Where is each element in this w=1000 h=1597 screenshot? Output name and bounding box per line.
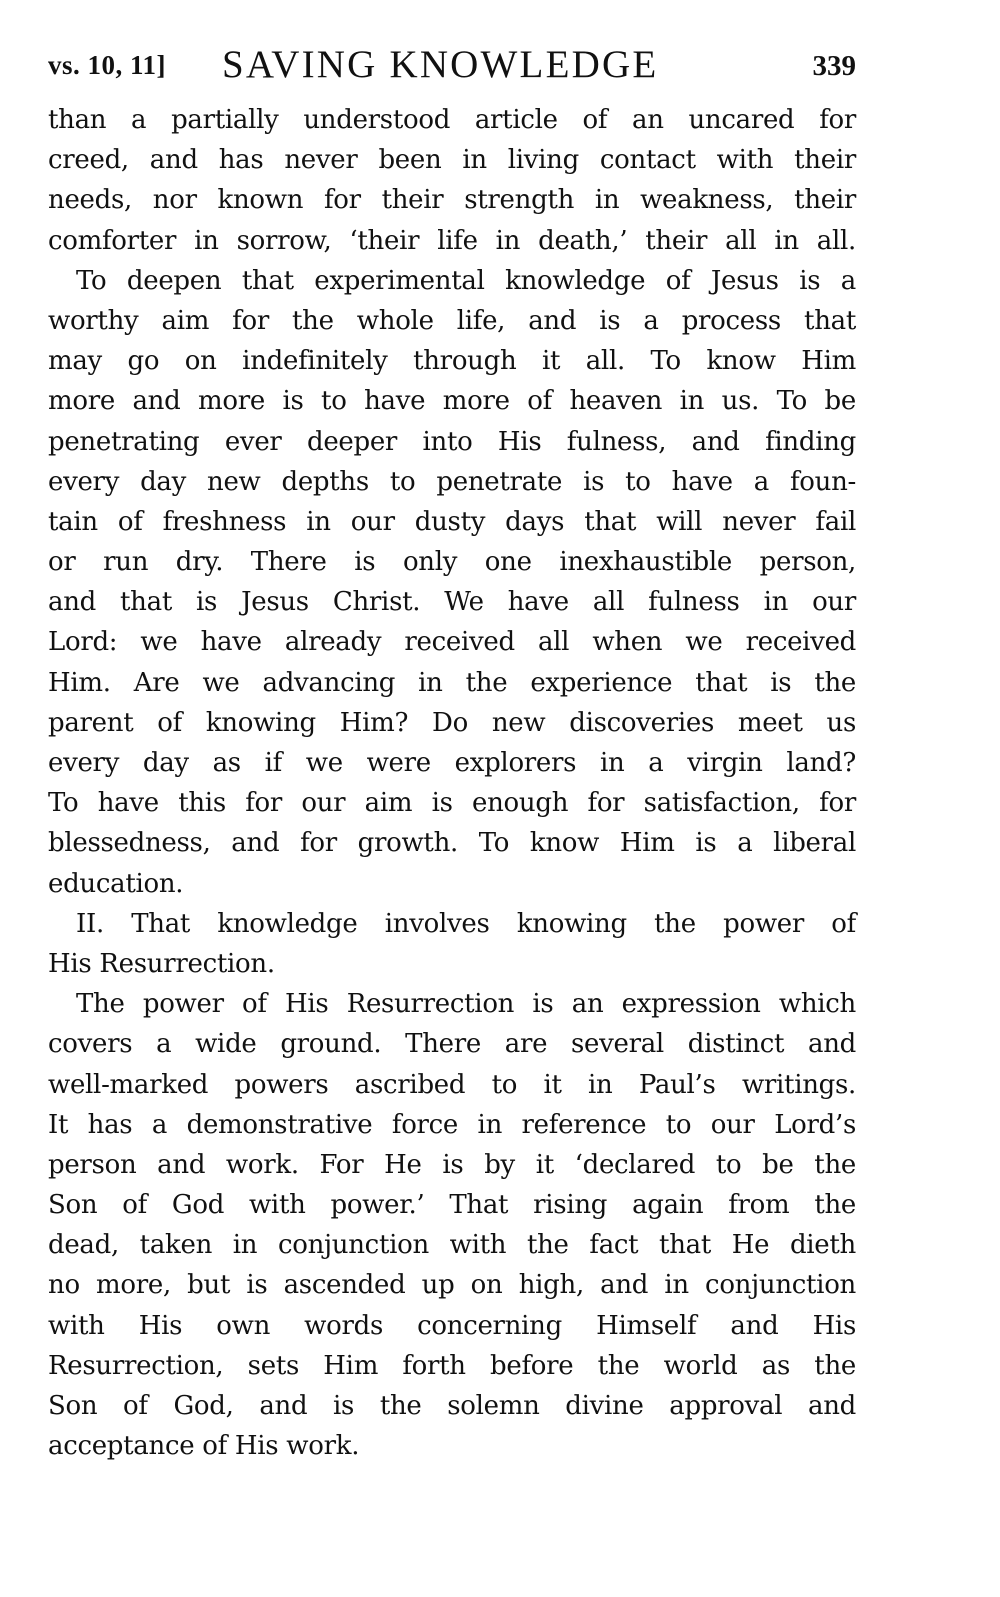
text-line: acceptance of His work. xyxy=(48,1431,360,1462)
section-heading-ii xyxy=(48,904,856,984)
text-line: creed, and has never been in living contact with their xyxy=(48,145,856,176)
text-line: worthy aim for the whole life, and is a process that xyxy=(48,305,856,336)
running-header xyxy=(48,42,856,100)
text-line: with His own words concerning Himself and His xyxy=(48,1310,856,1341)
page-number: 339 xyxy=(812,50,856,82)
paragraph-continuation xyxy=(48,100,856,261)
text-line: education. xyxy=(48,868,184,899)
text-line: every day as if we were explorers in a virgin land? xyxy=(48,748,856,778)
text-line: penetrating ever deeper into His fulness, and finding xyxy=(48,426,856,457)
text-line: more and more is to have more of heaven in us. To be xyxy=(48,386,856,417)
text-line: Son of God, and is the solemn divine approval and xyxy=(48,1391,856,1421)
verse-reference: vs. 10, 11] xyxy=(48,50,167,80)
text-line: To deepen that experimental knowledge of Jesus is a xyxy=(76,265,856,296)
text-line: parent of knowing Him? Do new discoveries meet us xyxy=(48,707,856,738)
text-line: every day new depths to penetrate is to have a foun- xyxy=(48,466,856,497)
text-line: The power of His Resurrection is an expression which xyxy=(76,989,856,1020)
text-line: II. That knowledge involves knowing the power of xyxy=(76,908,856,939)
text-line: Son of God with power.’ That rising again from the xyxy=(48,1190,856,1221)
body-text xyxy=(48,100,856,1466)
text-line: no more, but is ascended up on high, and in conjunction xyxy=(48,1270,856,1301)
book-page xyxy=(48,42,856,1466)
text-line: comforter in sorrow, ‘their life in death,’ their all in all. xyxy=(48,225,856,256)
text-line: may go on indefinitely through it all. To know Him xyxy=(48,346,856,377)
text-line: Him. Are we advancing in the experience that is the xyxy=(48,667,856,698)
text-line: and that is Jesus Christ. We have all fulness in our xyxy=(48,587,856,618)
text-line: tain of freshness in our dusty days that will never fail xyxy=(48,506,856,537)
text-line: blessedness, and for growth. To know Him is a liberal xyxy=(48,828,856,859)
text-line: Resurrection, sets Him forth before the world as the xyxy=(48,1350,856,1381)
text-line: than a partially understood article of an uncared for xyxy=(48,105,856,135)
text-line: covers a wide ground. There are several distinct and xyxy=(48,1029,856,1060)
text-line: well-marked powers ascribed to it in Paul’s writings. xyxy=(48,1069,856,1100)
text-line: Lord: we have already received all when we received xyxy=(48,627,856,658)
running-title: SAVING KNOWLEDGE xyxy=(222,43,659,86)
paragraph-power-of-resurrection xyxy=(48,984,856,1466)
text-line: or run dry. There is only one inexhaustible person, xyxy=(48,547,856,578)
text-line: dead, taken in conjunction with the fact that He dieth xyxy=(48,1230,856,1261)
text-line: To have this for our aim is enough for satisfaction, for xyxy=(48,788,856,819)
paragraph-knowledge-of-jesus xyxy=(48,261,856,904)
text-line: needs, nor known for their strength in weakness, their xyxy=(48,185,856,216)
text-line: His Resurrection. xyxy=(48,948,275,979)
text-line: It has a demonstrative force in reference to our Lord’s xyxy=(48,1109,856,1140)
text-line: person and work. For He is by it ‘declared to be the xyxy=(48,1149,856,1180)
